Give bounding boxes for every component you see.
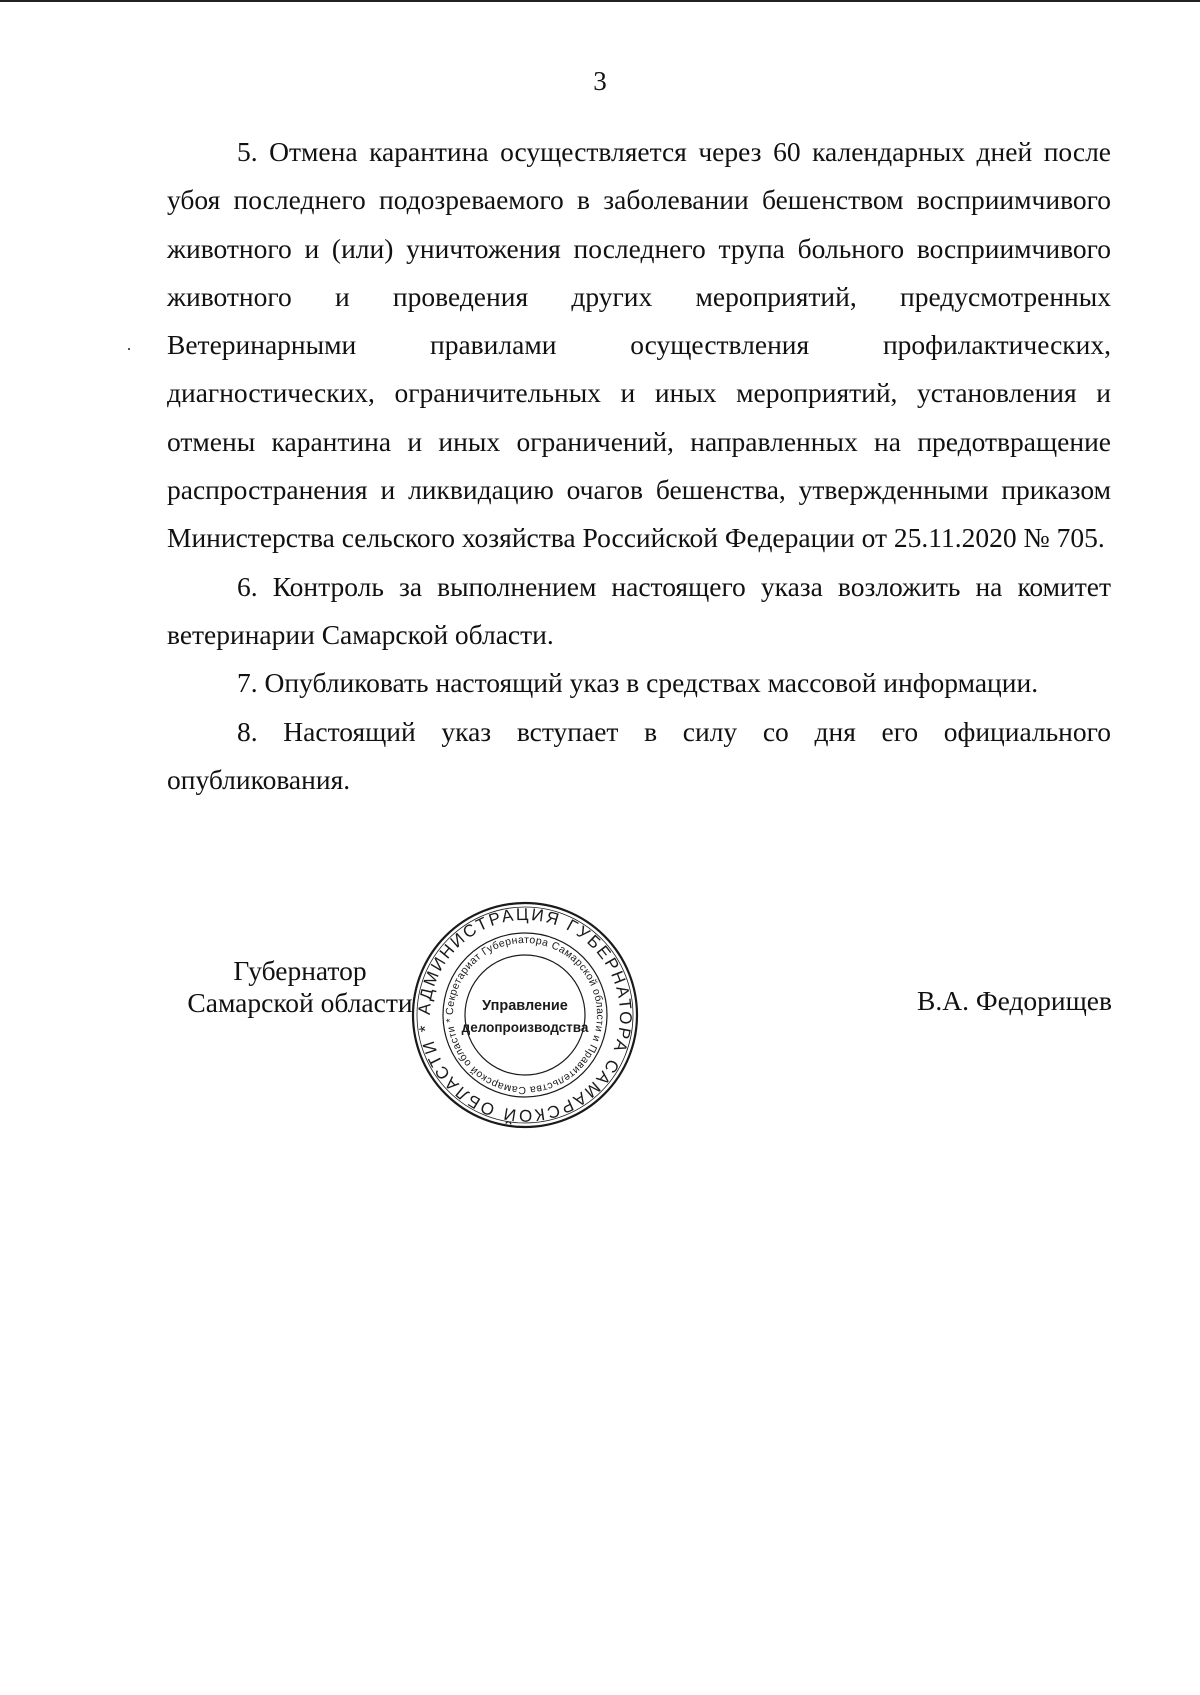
page-number: 3	[593, 66, 607, 96]
signer-name: В.А. Федорищев	[917, 985, 1112, 1016]
paragraph-6: 6. Контроль за выполнением настоящего указа возложить на комитет ветеринарии Самарской области.	[167, 570, 1111, 650]
paragraph-5: 5. Отмена карантина осуществляется через 60 календарных дней после убоя последнего подозреваемого в заболевании бешенством восприимчивого животного и (или) уничтожения последнего трупа больного восприимчивого животного и проведения других мероприятий, предусмотренных Ветеринарными правилами осуществления профилактических, диагностических, ограничительных и иных мероприятий, установления и отмены карантина и иных ограничений, направленных на предотвращение распространения и ликвидацию очагов бешенства, утвержденными приказом Министерства сельского хозяйства Российской Федерации от 25.11.2020 № 705.	[167, 136, 1111, 554]
seal-graphic	[410, 900, 640, 1130]
paragraph-8: 8. Настоящий указ вступает в силу со дня его официального опубликования.	[167, 715, 1111, 795]
seal-outer-text: АДМИНИСТРАЦИЯ ГУБЕРНАТОРА САМАРСКОЙ ОБЛАСТИ *	[414, 904, 636, 1126]
seal-center-line2: делопроизводства	[461, 1020, 589, 1035]
seal-center-line1: Управление	[482, 998, 568, 1014]
seal-middle-ring	[443, 933, 607, 1097]
signer-title-line2: Самарской области	[187, 987, 413, 1018]
decree-body	[167, 128, 1111, 804]
signature-block	[0, 900, 1200, 1126]
scan-speck	[128, 348, 130, 350]
official-seal-stamp	[410, 900, 640, 1130]
signer-title	[175, 955, 425, 1019]
seal-inner-ring	[465, 955, 585, 1075]
signer-title-line1: Губернатор	[233, 955, 367, 986]
paragraph-7: 7. Опубликовать настоящий указ в средствах массовой информации.	[237, 667, 1039, 699]
seal-inner-text: Секретариат Губернатора Самарской области и Правительства Самарской области *	[443, 933, 607, 1097]
top-border-line	[0, 0, 1200, 2]
